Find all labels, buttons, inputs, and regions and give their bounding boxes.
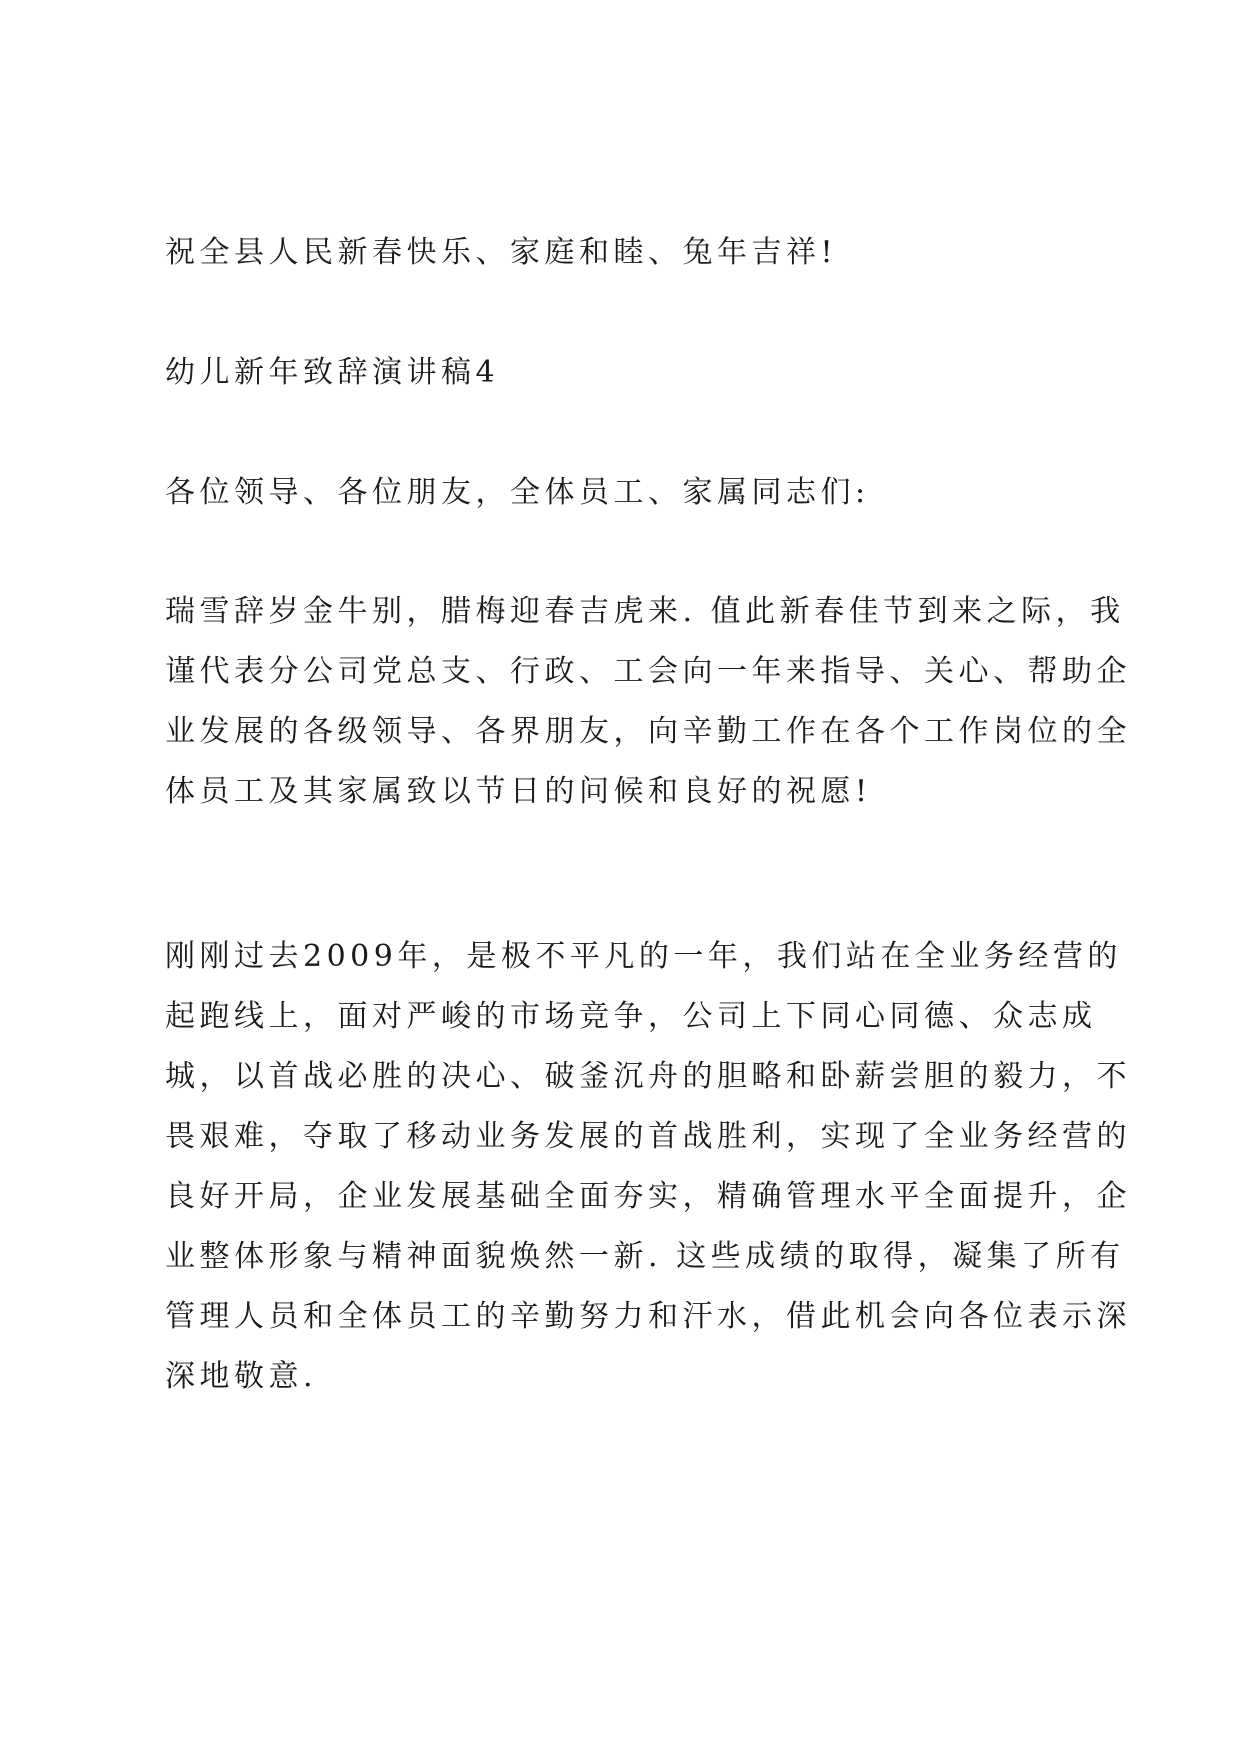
paragraph-line: 城，以首战必胜的决心、破釜沉舟的胆略和卧薪尝胆的毅力，不 <box>165 1059 1131 1094</box>
paragraph-line: 业整体形象与精神面貌焕然一新. 这些成绩的取得，凝集了所有 <box>165 1239 1125 1274</box>
paragraph-line: 起跑线上，面对严峻的市场竞争，公司上下同心同德、众志成 <box>165 999 1097 1034</box>
paragraph-line: 深地敬意. <box>165 1359 318 1394</box>
salutation: 各位领导、各位朋友，全体员工、家属同志们: <box>165 475 870 510</box>
paragraph-line: 体员工及其家属致以节日的问候和良好的祝愿! <box>165 774 872 809</box>
paragraph-line: 瑞雪辞岁金牛别，腊梅迎春吉虎来. 值此新春佳节到来之际，我 <box>165 594 1125 629</box>
paragraph-line: 刚刚过去2009年，是极不平凡的一年，我们站在全业务经营的 <box>165 939 1122 974</box>
greeting-line: 祝全县人民新春快乐、家庭和睦、兔年吉祥! <box>165 235 838 270</box>
paragraph-line: 业发展的各级领导、各界朋友，向辛勤工作在各个工作岗位的全 <box>165 714 1131 749</box>
paragraph-line: 良好开局，企业发展基础全面夯实，精确管理水平全面提升，企 <box>165 1179 1131 1214</box>
paragraph-line: 管理人员和全体员工的辛勤努力和汗水，借此机会向各位表示深 <box>165 1299 1131 1334</box>
paragraph-line: 畏艰难，夺取了移动业务发展的首战胜利，实现了全业务经营的 <box>165 1119 1131 1154</box>
paragraph-line: 谨代表分公司党总支、行政、工会向一年来指导、关心、帮助企 <box>165 654 1131 689</box>
document-heading: 幼儿新年致辞演讲稿4 <box>165 355 500 390</box>
